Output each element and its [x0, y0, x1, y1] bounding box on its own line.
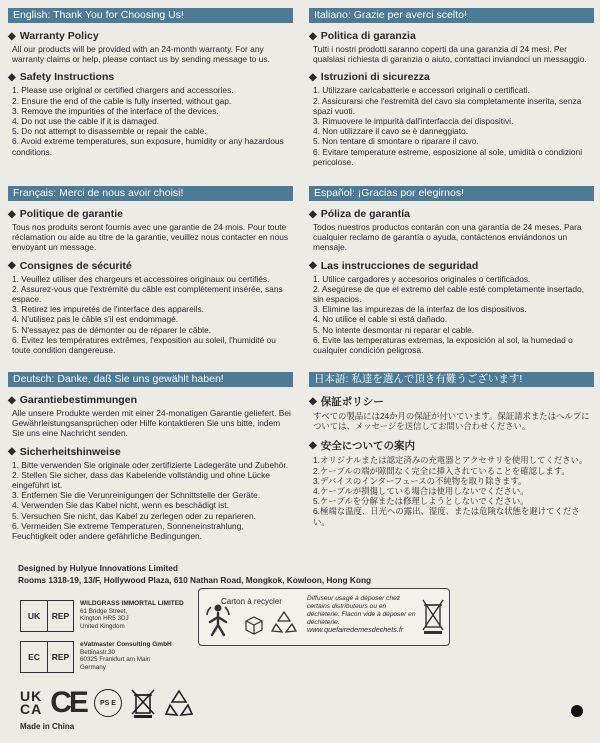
list-item: 3. Rimuovere le impurità dall'interfaccia dei dispositivi. [313, 116, 514, 127]
diamond-icon: ◆ [309, 208, 317, 220]
safety-heading-english: ◆ Safety Instructions [8, 71, 115, 84]
warranty-text-japanese: すべての製品には24か月の保証が付いています。保証請求またはヘルプについては、メッセージを送信してお問い合わせください。 [313, 411, 590, 432]
list-item: 4.ケーブルが損傷している場合は使用しないでください。 [313, 486, 529, 497]
pse-mark: PS E [94, 689, 122, 717]
designer-address: Rooms 1318-19, 13/F, Hollywood Plaza, 610 Nathan Road, Mongkok, Kowloon, Hong Kong [18, 575, 372, 585]
diamond-icon: ◆ [8, 260, 16, 272]
safety-heading-italiano: ◆ Istruzioni di sicurezza [309, 71, 430, 84]
list-item: 6. Evite las temperaturas extremas, la exposición al sol, la humedad o cualquier condición peligrosa. [313, 334, 573, 356]
list-item: 1. Utilice cargadores y accesorios originales o certificados. [313, 273, 531, 284]
section-deutsch [8, 372, 293, 541]
rep-label: REP [51, 652, 70, 662]
list-item: 4. N'utilisez pas le câble s'il est endommagé. [12, 314, 179, 325]
diamond-icon: ◆ [309, 71, 317, 83]
uk-rep-address: WILDGRASS IMMORTAL LIMITED 61 Bridge Street, Kington HR5 3DJ United Kingdom [80, 600, 184, 630]
recycle-icon [164, 688, 194, 718]
ec-rep-address: eVatmaster Consulting GmbH Bettinastr.30 60325 Frankfurt am Main Germany [80, 641, 172, 671]
list-item: 5. Versuchen Sie nicht, das Kabel zu zerlegen oder zu reparieren. [12, 510, 256, 521]
weee-bin-icon [421, 597, 445, 635]
list-item: 1. Utilizzare caricabatterie e accessori originali o certificati. [313, 85, 530, 96]
list-item: 1. Please use original or certified chargers and accessories. [12, 85, 234, 96]
list-item: 1.オリジナルまたは認定済みの充電器とアクセサリを使用してください。 [313, 455, 588, 466]
banner-english: English: Thank You for Choosing Us! [8, 8, 293, 23]
diamond-icon: ◆ [8, 30, 16, 42]
list-item: 5. N'essayez pas de démonter ou de réparer le câble. [12, 324, 211, 335]
safety-list-francais [8, 274, 293, 356]
section-francais [8, 186, 293, 355]
safety-list-english [8, 85, 293, 156]
list-item: 2. Ensure the end of the cable is fully inserted, without gap. [12, 95, 232, 106]
made-in-label: Made in China [20, 722, 75, 731]
safety-heading-francais: ◆ Consignes de sécurité [8, 259, 132, 272]
warranty-heading-espanol: ◆ Póliza de garantía [309, 208, 410, 220]
section-english [8, 8, 293, 157]
list-item: 3. Retirez les impuretés de l'interface des appareils. [12, 304, 204, 315]
list-item: 3. Remove the impurities of the interface of the devices. [12, 105, 219, 116]
ce-mark: CE [50, 686, 86, 719]
list-item: 2.ケーブルの端が隙間なく完全に挿入されていることを確認します。 [313, 465, 570, 476]
recycling-info-box [198, 588, 450, 646]
diamond-icon: ◆ [8, 71, 16, 83]
rep-label: REP [51, 611, 70, 621]
list-item: 2. Asegúrese de que el extremo del cable esté completamente insertado, sin espacios. [313, 283, 584, 305]
list-item: 3. Elimine las impurezas de la interfaz de los dispositivos. [313, 304, 527, 315]
list-item: 3.デバイスのインターフェースの不純物を取り除きます。 [313, 475, 527, 486]
diamond-icon: ◆ [309, 440, 317, 452]
warranty-text-espanol: Todos nuestros productos contarán con una garantía de 24 meses. Para cualquier reclamo de garantía o ayuda, contáctenos enviándonos un mensaje. [313, 222, 582, 253]
section-japanese [309, 372, 594, 527]
list-item: 2. Assurez-vous que l'extrémité du câble est complètement insérée, sans espace. [12, 283, 283, 305]
list-item: 5. Do not attempt to disassemble or repair the cable. [12, 126, 207, 137]
list-item: 3. Entfernen Sie die Verunreinigungen der Schnittstelle der Geräte. [12, 490, 261, 501]
list-item: 5. Non tentare di smontare o riparare il cavo. [313, 136, 479, 147]
safety-heading-deutsch: ◆ Sicherheitshinweise [8, 445, 121, 458]
safety-list-espanol [309, 274, 594, 356]
list-item: 5.ケーブルを分解または修理しようとしないでください。 [313, 496, 529, 507]
diamond-icon: ◆ [8, 394, 16, 406]
carton-box-icon [243, 613, 265, 635]
website-text: www.quefairedemesdechets.fr [307, 625, 404, 634]
safety-list-deutsch [8, 460, 293, 542]
banner-italiano: Italiano: Grazie per averci scelto! [309, 8, 594, 23]
banner-japanese: 日本語: 私達を選んで頂き有難うございます! [309, 372, 594, 387]
ukca-mark: UK CA [20, 688, 43, 717]
diamond-icon: ◆ [309, 30, 317, 42]
banner-espanol: Español: ¡Gracias por elegirnos! [309, 186, 594, 201]
weee-bin-icon [130, 687, 156, 719]
uk-rep-badge [20, 600, 74, 632]
list-item: 1. Veuillez utiliser des chargeurs et accessoires originaux ou certifiés. [12, 273, 270, 284]
warranty-heading-italiano: ◆ Politica di garanzia [309, 30, 416, 42]
certification-marks [20, 682, 194, 724]
banner-francais: Français: Merci de nous avoir choisi! [8, 186, 293, 201]
safety-list-japanese [309, 455, 594, 526]
list-item: 6.極端な温度、日光への露出、湿度、または危険な状態を避けてください。 [313, 506, 580, 527]
diamond-icon: ◆ [8, 446, 16, 458]
warranty-heading-japanese: ◆ 保証ポリシー [309, 396, 384, 408]
warranty-text-italiano: Tutti i nostri prodotti saranno coperti da una garanzia di 24 mesi. Per qualsiasi richiesta di garanzia o aiuto, contattaci inviandoci un messaggio. [313, 44, 587, 65]
designer-line: Designed by Hulyue Innovations Limited [18, 563, 178, 573]
list-item: 6. Evitare temperature estreme, esposizione al sole, umidità o condizioni pericolose. [313, 146, 583, 167]
uk-rep-name: WILDGRASS IMMORTAL LIMITED [80, 600, 184, 607]
warranty-heading-english: ◆ Warranty Policy [8, 30, 99, 42]
warranty-heading-deutsch: ◆ Garantiebestimmungen [8, 394, 137, 406]
safety-heading-japanese: ◆ 安全についての案内 [309, 440, 415, 453]
diamond-icon: ◆ [309, 260, 317, 272]
ec-label: EC [21, 642, 48, 672]
black-dot [571, 705, 583, 717]
diffuseur-text: Diffuseur usagé à déposer chez certains distributeurs ou en déchèterie. Flacon vide à déposer en déchèterie. [307, 595, 416, 626]
section-espanol [309, 186, 594, 355]
warranty-heading-francais: ◆ Politique de garantie [8, 208, 123, 220]
list-item: 4. Do not use the cable if it is damaged. [12, 116, 160, 127]
ec-rep-name: eVatmaster Consulting GmbH [80, 641, 172, 648]
list-item: 5. No intente desmontar ni reparar el cable. [313, 324, 475, 335]
safety-list-italiano [309, 85, 594, 167]
list-item: 4. Verwenden Sie das Kabel nicht, wenn es beschädigt ist. [12, 500, 229, 511]
warranty-text-francais: Tous nos produits seront fournis avec une garantie de 24 mois. Pour toute réclamation ou aide au titre de la garantie, veuillez nous contacter en nous envoyant un message. [12, 222, 289, 253]
diamond-icon: ◆ [309, 396, 317, 407]
list-item: 6. Évitez les températures extrêmes, l'exposition au soleil, l'humidité ou toute condition dangereuse. [12, 334, 276, 356]
ec-rep-badge [20, 641, 74, 673]
warranty-text-english: All our products will be provided with an 24-month warranty. For any warranty claims or help, please contact us by sending message to us. [12, 44, 270, 65]
list-item: 2. Stellen Sie sicher, dass das Kabelende vollständig und ohne Lücke eingeführt ist. [12, 469, 270, 491]
list-item: 4. Non utilizzare il cavo se è danneggiato. [313, 126, 469, 137]
carton-text: Carton à recycler [221, 597, 282, 606]
safety-heading-espanol: ◆ Las instrucciones de seguridad [309, 259, 479, 272]
triman-icon [205, 603, 231, 637]
list-item: 4. No utilice el cable si está dañado. [313, 314, 448, 325]
list-item: 6. Vermeiden Sie extreme Temperaturen, Sonneneinstrahlung, Feuchtigkeit oder andere gefährliche Bedingungen. [12, 520, 244, 542]
warranty-text-deutsch: Alle unsere Produkte werden mit einer 24-monatigen Garantie geliefert. Bei Gewährleistungsansprüchen oder Hilfe kontaktieren Sie uns bitte, indem Sie uns eine Nachricht senden. [12, 408, 291, 439]
footer [18, 562, 578, 586]
section-italiano [309, 8, 594, 167]
list-item: 2. Assicurarsi che l'estremità del cavo sia completamente inserita, senza spazi vuoti. [313, 95, 582, 116]
list-item: 1. Bitte verwenden Sie originale oder zertifizierte Ladegeräte und Zubehör. [12, 459, 289, 470]
uk-label: UK [21, 601, 48, 631]
banner-deutsch: Deutsch: Danke, daß Sie uns gewählt haben! [8, 372, 293, 387]
recycle-loop-icon [271, 609, 297, 635]
diamond-icon: ◆ [8, 208, 16, 220]
list-item: 6. Avoid extreme temperatures, sun exposure, humidity or any hazardous conditions. [12, 136, 284, 157]
